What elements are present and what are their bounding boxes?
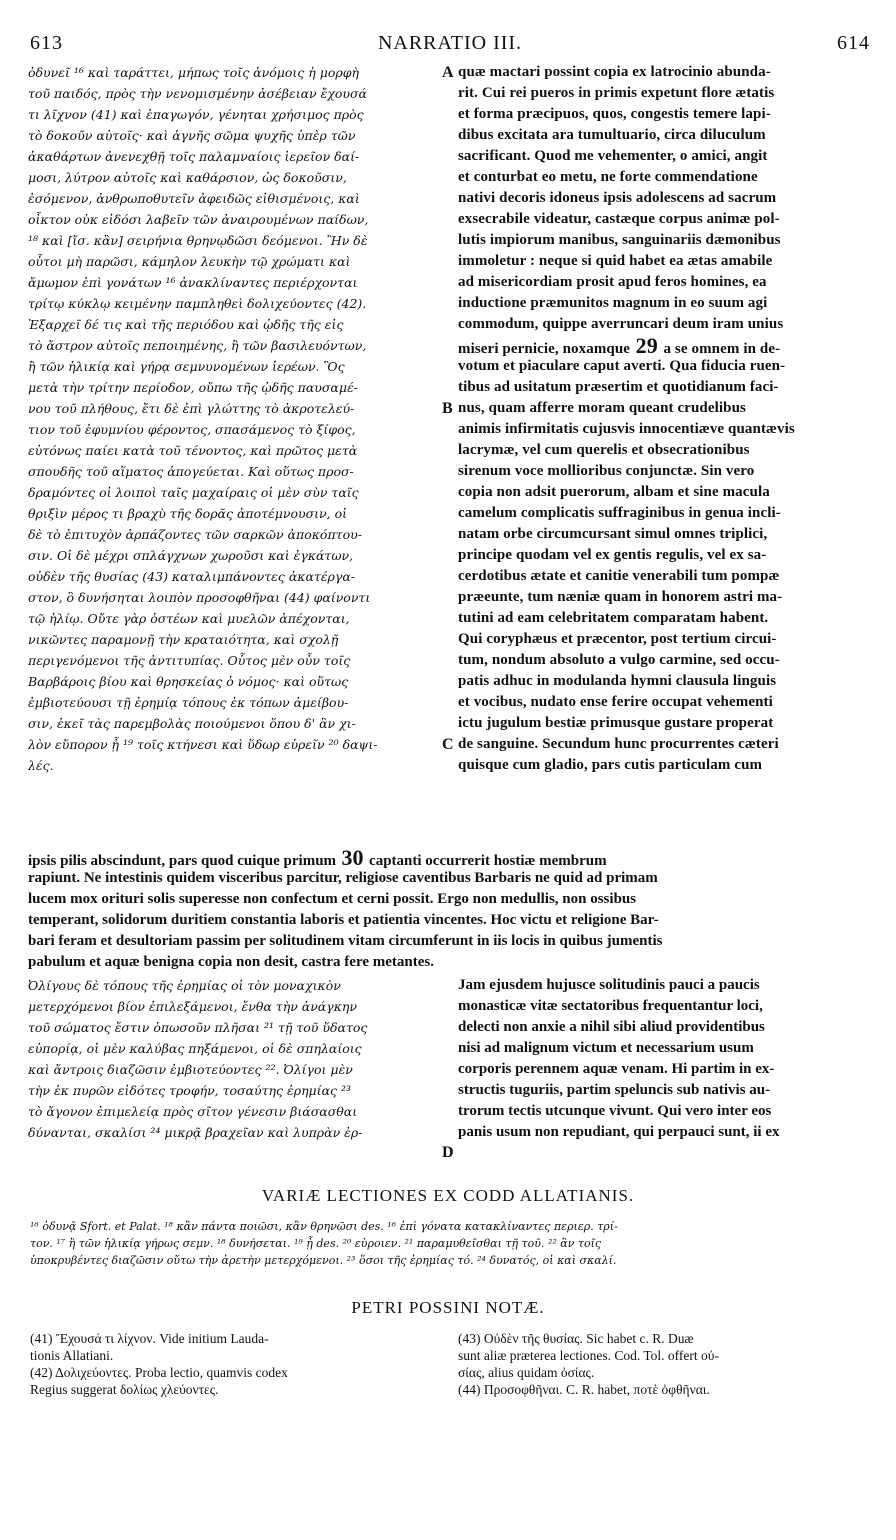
greek-text-line: σπουδῆς τοῦ αἵματος ἀπογεύεται. Καὶ οὕτως προσ- <box>28 464 354 479</box>
greek-text-line: θριξὶν μέρος τι βραχὺ τῆς δορᾶς ἀποτέμνουσιν, οἱ <box>28 506 348 521</box>
latin-text-line: et forma præcipuos, quos, congestis temere lapi- <box>458 106 771 122</box>
greek-text-line: τὴν ἐκ πυρῶν εἰδότες τροφήν, τοσαύτης ἐρημίας ²³ <box>28 1083 352 1098</box>
line-number-29: 29 <box>630 335 664 356</box>
full-width-text-line: bari feram et desultoriam passim per solitudinem vitam circumferunt in iis locis in quibus jumentis <box>28 933 663 949</box>
greek-text-line: εὐπορίᾳ, οἱ μὲν καλύβας πηξάμενοι, οἱ δὲ σπηλαίοις <box>28 1041 362 1056</box>
margin-mark-d: D <box>442 1144 454 1161</box>
greek-text-line: σιν. Οἱ δὲ μέχρι σπλάγχνων χωροῦσι καὶ ἐγκάτων, <box>28 548 354 563</box>
latin-text-line: et conturbat eo metu, ne forte commendatione <box>458 169 758 185</box>
latin-text-line: sirenum voce mollioribus conjunctæ. Sin vero <box>458 463 755 479</box>
greek-text-line: δραμόντες οἱ λοιποὶ ταῖς μαχαίραις οἱ μὲν σὺν ταῖς <box>28 485 359 500</box>
greek-text-line: δὲ τὸ ἐπιτυχὸν ἁρπάζοντες τῶν σαρκῶν ἀποκόπτου- <box>28 527 362 542</box>
greek-text-line: λές. <box>28 758 54 773</box>
latin-text-line: monasticæ vitæ sectatoribus frequentantur loci, <box>458 998 763 1014</box>
latin-text-line: tutini ad eam celebritatem comparatam habent. <box>458 610 769 626</box>
full-width-text-line: pabulum et aquæ benigna copia non desit, castra fere metantes. <box>28 954 434 970</box>
latin-text-line: dibus excitata ara tumultuario, circa diluculum <box>458 127 766 143</box>
latin-text-line: immoletur : neque si quid habet ea ætas amabile <box>458 253 773 269</box>
latin-text-line: quæ mactari possint copia ex latrocinio abunda- <box>458 64 771 80</box>
latin-text-line: et vocibus, nudato ense ferire occupat vehementi <box>458 694 773 710</box>
full-width-text-line: temperant, solidorum duritiem constantia laboris et patientia vincentes. Hoc victu et religione Bar- <box>28 912 659 928</box>
latin-text-line: principe quodam vel ex gentis regulis, vel ex sa- <box>458 547 767 563</box>
latin-text-line-tail: a se omnem in de- <box>663 341 781 356</box>
latin-text-line: ictu jugulum bestiæ primusque gustare properat <box>458 715 774 731</box>
latin-text-line: camelum complicatis suffraginibus in genua incli- <box>458 505 781 521</box>
greek-text-line: τὸ ἄγονον ἐπιμελείᾳ πρὸς σῖτον γένεσιν βιάσασθαι <box>28 1104 358 1119</box>
greek-text-line: οἶκτον οὐκ εἰδόσι λαβεῖν τῶν ἀναιρουμένων παίδων, <box>28 212 369 227</box>
line-number-30: 30 <box>336 847 370 868</box>
greek-text-line: ¹⁸ καὶ [ἴσ. κἂν] σειρήνια θρηνῳδῶσι δεόμενοι. Ἢν δὲ <box>28 233 368 248</box>
latin-text-line: de sanguine. Secundum hunc procurrentes cæteri <box>458 736 779 752</box>
latin-text-line: Jam ejusdem hujusce solitudinis pauci a paucis <box>458 977 760 993</box>
greek-text-line: λὸν εὔπορον ᾖ ¹⁹ τοῖς κτήνεσι καὶ ὕδωρ εὑρεῖν ²⁰ δαψι- <box>28 737 378 752</box>
right-page-number: 614 <box>837 32 870 54</box>
greek-text-line: ἄμωμον ἐπὶ γονάτων ¹⁶ ἀνακλίναντες περιέρχονται <box>28 275 358 290</box>
latin-text-line: sacrificant. Quod me vehementer, o amici, angit <box>458 148 768 164</box>
latin-text-line: panis usum non repudiant, qui perpauci sunt, ii ex <box>458 1124 780 1140</box>
latin-text-line: trorum tectis utcunque vivunt. Qui vero inter eos <box>458 1103 772 1119</box>
greek-text-line: ὀδυνεῖ ¹⁶ καὶ ταράττει, μήπως τοῖς ἀνόμοις ἡ μορφὴ <box>28 65 359 80</box>
latin-text-line: miseri pernicie, noxamque 29 a se omnem in de- <box>458 335 781 356</box>
greek-text-line: δύνανται, σκαλίσι ²⁴ μικρᾷ βραχεῖαν καὶ λυπρὰν ἐρ- <box>28 1125 363 1140</box>
latin-column-bottom <box>458 975 870 1143</box>
note-line: (43) Οὐδὲν τῆς θυσίας. Sic habet c. R. Duæ <box>458 1331 694 1346</box>
note-line: sunt aliæ præterea lectiones. Cod. Tol. offert οὐ- <box>458 1348 719 1363</box>
note-line: tionis Allatiani. <box>30 1348 114 1363</box>
note-line: (41) Ἔχουσά τι λίχνον. Vide initium Lauda- <box>30 1331 269 1346</box>
latin-text-line: rit. Cui rei pueros in primis expetunt flore ætatis <box>458 85 775 101</box>
note-line: σίας, alius quidam ὀσίας. <box>458 1365 595 1380</box>
greek-text-line: τὸ ἄστρον αὐτοῖς πεποιημένης, ἢ τῶν βασιλευόντων, <box>28 338 367 353</box>
latin-text-line: natam orbe circumcursant simul omnes triplici, <box>458 526 768 542</box>
latin-text-line: cerdotibus ætate et canitie venerabili tum pompæ <box>458 568 780 584</box>
latin-text-line: nus, quam afferre moram queant crudelibus <box>458 400 746 416</box>
variant-reading-line: τον. ¹⁷ ἢ τῶν ἡλικίᾳ γήρως σεμν. ¹⁸ δυνήσεται. ¹⁹ ᾖ des. ²⁰ εὑροιεν. ²¹ παραμυθεῖσθαι τῇ τοῦ. ²² ἂν τοῖς <box>30 1237 602 1250</box>
greek-text-line: ἐσόμενον, ἀνθρωποθυτεῖν ἀφειδῶς εἰθισμένοις, καὶ <box>28 191 360 206</box>
greek-text-line: νικῶντες παραμονῇ τὴν κραταιότητα, καὶ σχολῇ <box>28 632 339 647</box>
full-width-line-tail: captanti occurrerit hostiæ membrum <box>369 853 607 868</box>
latin-text-line: commodum, quippe averruncari deum iram unius <box>458 316 784 332</box>
latin-text-line: patis adhuc in modulanda hymni clausula linguis <box>458 673 777 689</box>
latin-text-line: animis infirmitatis cujusvis innocentiæve quantævis <box>458 421 795 437</box>
greek-text-line: νου τοῦ πλήθους, ἔτι δὲ ἐπὶ γλώττης τὸ ἀκροτελεύ- <box>28 401 355 416</box>
latin-text-line: nisi ad malignum victum et necessarium usum <box>458 1040 754 1056</box>
full-width-text-line: ipsis pilis abscindunt, pars quod cuique primum 30 captanti occurrerit hostiæ membrum <box>28 847 607 868</box>
latin-text-line: exsecrabile videatur, castæque corpus animæ pol- <box>458 211 780 227</box>
greek-column-bottom <box>28 975 440 1143</box>
margin-mark-a: A <box>442 64 454 81</box>
latin-text-line: delecti non anxie a nihil sibi aliud providentibus <box>458 1019 765 1035</box>
note-line: (44) Προσοφθῆναι. C. R. habet, ποτὲ ὀφθῆναι. <box>458 1382 710 1397</box>
greek-text-line: τοῦ παιδός, πρὸς τὴν νενομισμένην ἀσέβειαν ἔχουσά <box>28 86 368 101</box>
margin-mark-b: B <box>442 400 453 417</box>
latin-text-line: copia non adsit puerorum, albam et sine macula <box>458 484 770 500</box>
greek-column-top <box>28 62 440 776</box>
latin-text-line: tibus ad usitatum præsertim et quotidianum faci- <box>458 379 779 395</box>
latin-text-line: votum et piaculare caput averti. Qua fiducia ruen- <box>458 358 786 374</box>
note-line: Regius suggerat δολίως χλεύοντες. <box>30 1382 219 1397</box>
greek-text-line: τρίτῳ κύκλῳ κειμένην παμπληθεὶ δολιχεύοντες (42). <box>28 296 367 311</box>
latin-text-line: tum, nondum absoluto a vulgo carmine, sed occu- <box>458 652 780 668</box>
greek-text-line: τιον τοῦ ἐφυμνίου φέροντος, σπασάμενος τὸ ξίφος, <box>28 422 356 437</box>
notes-right-column <box>458 1330 868 1398</box>
notes-left-column <box>30 1330 440 1398</box>
latin-text-line: structis tuguriis, partim speluncis sub nativis au- <box>458 1082 771 1098</box>
greek-text-line: ἀκαθάρτων ἀνενεχθῇ τοῖς παλαμναίοις ἱερεῖον δαί- <box>28 149 360 164</box>
greek-text-line: μοσι, λύτρον αὐτοῖς καὶ καθάρσιον, ὡς δοκοῦσιν, <box>28 170 347 185</box>
full-width-text-line: rapiunt. Ne intestinis quidem visceribus parcitur, religiose caventibus Barbaris ne quid ad primam <box>28 870 658 886</box>
greek-text-line: εὐτόνως παίει κατὰ τοῦ τένοντος, καὶ πρῶτος μετὰ <box>28 443 358 458</box>
latin-text-line: ad misericordiam prosit apud feros homines, ea <box>458 274 767 290</box>
note-line: (42) Δολιχεύοντες. Proba lectio, quamvis codex <box>30 1365 288 1380</box>
latin-text-line: lacrymæ, vel cum querelis et obsecrationibus <box>458 442 750 458</box>
notae-title: PETRI POSSINI NOTÆ. <box>351 1298 545 1317</box>
margin-mark-c: C <box>442 736 454 753</box>
running-title: NARRATIO III. <box>377 32 523 54</box>
variant-reading-line: ὑποκρυβέντες διαζῶσιν οὕτω τὴν ἀρετὴν μετερχόμενοι. ²³ ὅσοι τῆς ἐρημίας τό. ²⁴ δυνατός, οἱ καὶ σκαλί. <box>30 1254 617 1267</box>
running-header <box>30 32 870 54</box>
latin-text-line: lutis impiorum manibus, sanguinariis dæmonibus <box>458 232 781 248</box>
greek-text-line: τοῦ σώματος ἔστιν ὁπωσοῦν πλῆσαι ²¹ τῇ τοῦ ὕδατος <box>28 1020 368 1035</box>
variae-lectiones-title: VARIÆ LECTIONES EX CODD ALLATIANIS. <box>261 1186 635 1205</box>
full-width-text-line: lucem mox orituri solis superesse non confectum et cerni possit. Ergo non medullis, non ossibus <box>28 891 637 907</box>
greek-text-line: σιν, ἐκεῖ τὰς παρεμβολὰς ποιούμενοι ὅπου δ' ἂν χι- <box>28 716 356 731</box>
greek-text-line: μετὰ τὴν τρίτην περίοδον, οὔπω τῆς ᾠδῆς παυσαμέ- <box>28 380 358 395</box>
greek-text-line: Βαρβάροις βίου καὶ θρησκείας ὁ νόμος· καὶ οὕτως <box>28 674 349 689</box>
greek-text-line: οὐδὲν τῆς θυσίας (43) καταλιμπάνοντες ἀκατέργα- <box>28 569 356 584</box>
full-width-text <box>28 847 868 973</box>
greek-text-line: Ἐξαρχεῖ δέ τις καὶ τῆς περιόδου καὶ ᾠδῆς τῆς εἰς <box>28 317 344 332</box>
greek-text-line: ἢ τῶν ἡλικίᾳ καὶ γήρᾳ σεμνυνομένων ἱερέων. Ὃς <box>28 359 345 374</box>
latin-text-line: quisque cum gladio, pars cutis particulam cum <box>458 757 763 773</box>
greek-text-line: περιγενόμενοι τῆς ἀντιτυπίας. Οὗτος μὲν οὖν τοῖς <box>28 653 351 668</box>
variant-reading-line: ¹⁶ ὀδυνᾷ Sfort. et Palat. ¹⁸ κἂν πάντα ποιῶσι, κἂν θρηνῶσι des. ¹⁶ ἐπὶ γόνατα κατακλίναντες περιερ. τρί- <box>30 1220 618 1233</box>
latin-text-line: præeunte, tum næniæ quam in honorem astri ma- <box>458 589 783 605</box>
latin-text-line: Qui coryphæus et præcentor, post tertium circui- <box>458 631 777 647</box>
greek-text-line: τῷ ἡλίῳ. Οὔτε γὰρ ὀστέων καὶ μυελῶν ἀπέχονται, <box>28 611 350 626</box>
latin-text-line: nativi decoris idoneus ipsis adolescens ad sacrum <box>458 190 777 206</box>
greek-text-line: οὗτοι μὴ παρῶσι, κάμηλον λευκὴν τῷ χρώματι καὶ <box>28 254 351 269</box>
latin-text-line: inductione præmunitos magnum in eo suum agi <box>458 295 768 311</box>
greek-text-line: στον, ὃ δυνήσηται λοιπὸν προσοφθῆναι (44) φαίνοντι <box>28 590 371 605</box>
greek-text-line: τι λῖχνον (41) καὶ ἐπαγωγόν, γένηται χρήσιμος πρὸς <box>28 107 364 122</box>
latin-text-line: corporis perennem aquæ venam. Hi partim in ex- <box>458 1061 775 1077</box>
greek-text-line: μετερχόμενοι βίον ἐπιλεξάμενοι, ἔνθα τὴν ἀνάγκην <box>28 999 358 1014</box>
greek-text-line: καὶ ἄντροις διαζῶσιν ἐμβιοτεύοντες ²². Ὀλίγοι μὲν <box>28 1062 353 1077</box>
latin-column-top <box>458 62 870 776</box>
left-page-number: 613 <box>30 32 63 54</box>
greek-text-line: ἐμβιοτεύουσι τῇ ἐρημίᾳ τόπους ἐκ τόπων ἀμείβου- <box>28 695 349 710</box>
variae-lectiones <box>30 1218 870 1269</box>
greek-text-line: Ὀλίγους δὲ τόπους τῆς ἐρημίας οἱ τὸν μοναχικὸν <box>28 978 341 993</box>
greek-text-line: τὸ δοκοῦν αὐτοῖς· καὶ ἁγνῆς σῶμα ψυχῆς ὑπὲρ τῶν <box>28 128 356 143</box>
